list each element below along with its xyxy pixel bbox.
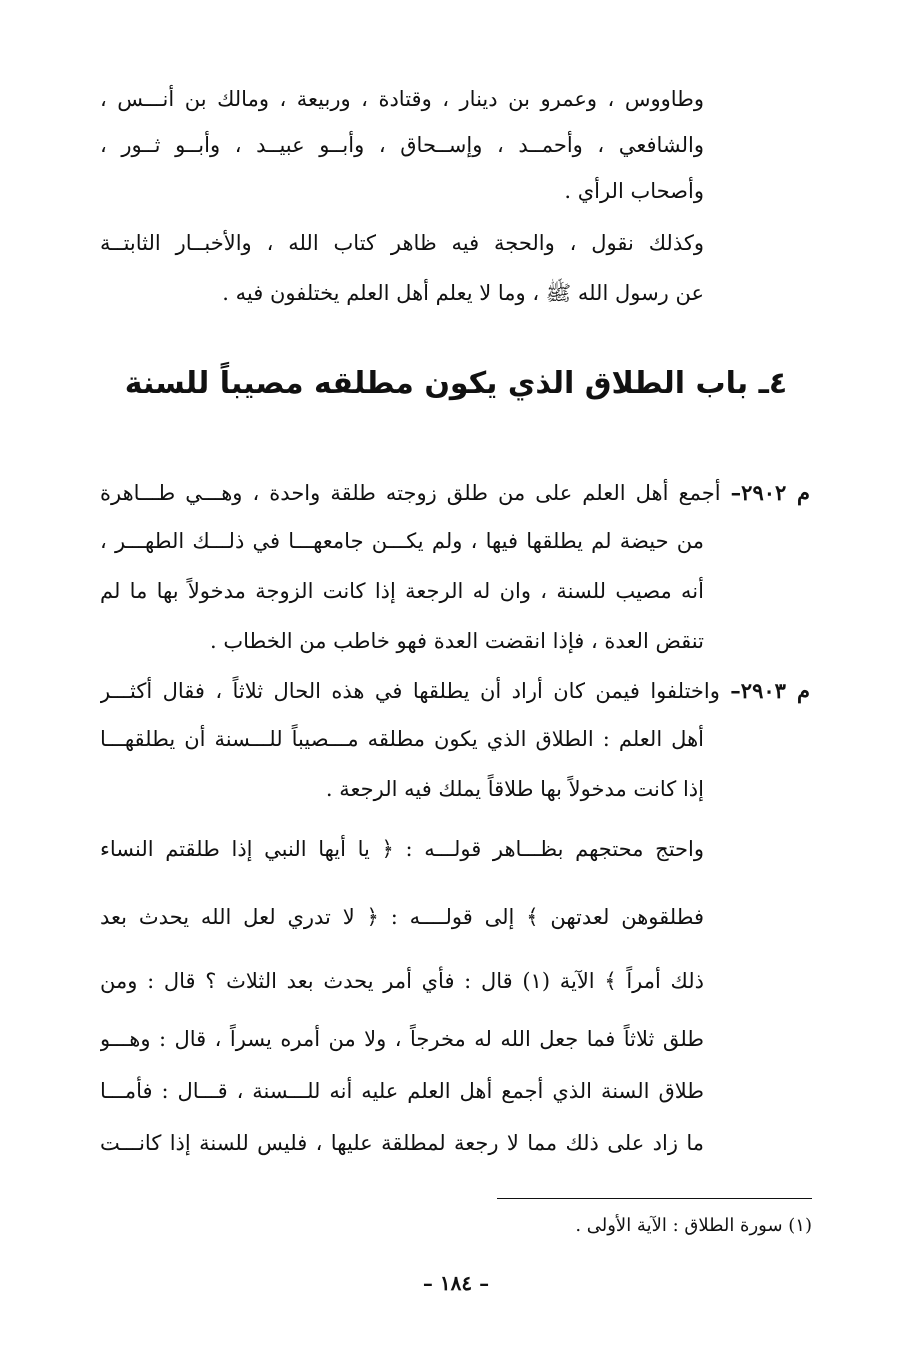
text-line: أهل العلم : الطلاق الذي يكون مطلقه مـــصيباً للـــسنة أن يطلقهـــا (100, 727, 704, 751)
text-span: واختلفوا فيمن كان أراد أن يطلقها في هذه الحال ثلاثاً ، فقال أكثـــر (100, 679, 720, 703)
text-line: من حيضة لم يطلقها فيها ، ولم يكـــن جامعهـــا في ذلـــك الطهـــر ، (100, 529, 704, 553)
text-line: واحتج محتجهم بظـــاهر قولـــه : ﴿ يا أيها النبي إذا طلقتم النساء (100, 837, 704, 861)
issue-number: م ٢٩٠٣– (730, 678, 810, 703)
text-line: إذا كانت مدخولاً بها طلاقاً يملك فيه الرجعة . (325, 777, 704, 801)
text-span: أجمع أهل العلم على من طلق زوجته طلقة واحدة ، وهـــي طـــاهرة (100, 481, 721, 505)
text-line: ذلك أمراً ﴾ الآية (١) قال : فأي أمر يحدث بعد الثلاث ؟ قال : ومن (100, 969, 704, 993)
issue-2902-first-line (100, 478, 810, 508)
footnote-divider (497, 1198, 812, 1199)
page-number: – ١٨٤ – (422, 1271, 490, 1295)
issue-2903-first-line (100, 676, 810, 706)
footnote: (١) سورة الطلاق : الآية الأولى . (575, 1215, 812, 1236)
text-line: طلق ثلاثاً فما جعل الله له مخرجاً ، ولا من أمره يسراً ، قال : وهـــو (100, 1027, 704, 1051)
text-line: وأصحاب الرأي . (564, 179, 704, 203)
text-line: ما زاد على ذلك مما لا رجعة لمطلقة عليها ، فليس للسنة إذا كانـــت (100, 1131, 704, 1155)
section-heading: ٤ـ باب الطلاق الذي يكون مطلقه مصيباً للسنة (124, 366, 788, 401)
text-line: فطلقوهن لعدتهن ﴾ إلى قولــــه : ﴿ لا تدري لعل الله يحدث بعد (100, 905, 704, 929)
text-line: طلاق السنة الذي أجمع أهل العلم عليه أنه للـــسنة ، قـــال : فأمـــا (100, 1079, 704, 1103)
issue-number: م ٢٩٠٢– (730, 480, 810, 505)
text-line: وطاووس ، وعمرو بن دينار ، وقتادة ، وربيعة ، ومالك بن أنـــس ، (100, 87, 704, 111)
text-line: والشافعي ، وأحمــد ، وإســحاق ، وأبــو عبيــد ، وأبــو ثــور ، (100, 133, 704, 157)
text-line: وكذلك نقول ، والحجة فيه ظاهر كتاب الله ، والأخبــار الثابتــة (100, 231, 704, 255)
text-line: أنه مصيب للسنة ، وان له الرجعة إذا كانت الزوجة مدخولاً بها ما لم (100, 579, 704, 603)
text-line: تنقض العدة ، فإذا انقضت العدة فهو خاطب من الخطاب . (210, 629, 704, 653)
text-line: عن رسول الله ﷺ ، وما لا يعلم أهل العلم يختلفون فيه . (222, 281, 704, 305)
